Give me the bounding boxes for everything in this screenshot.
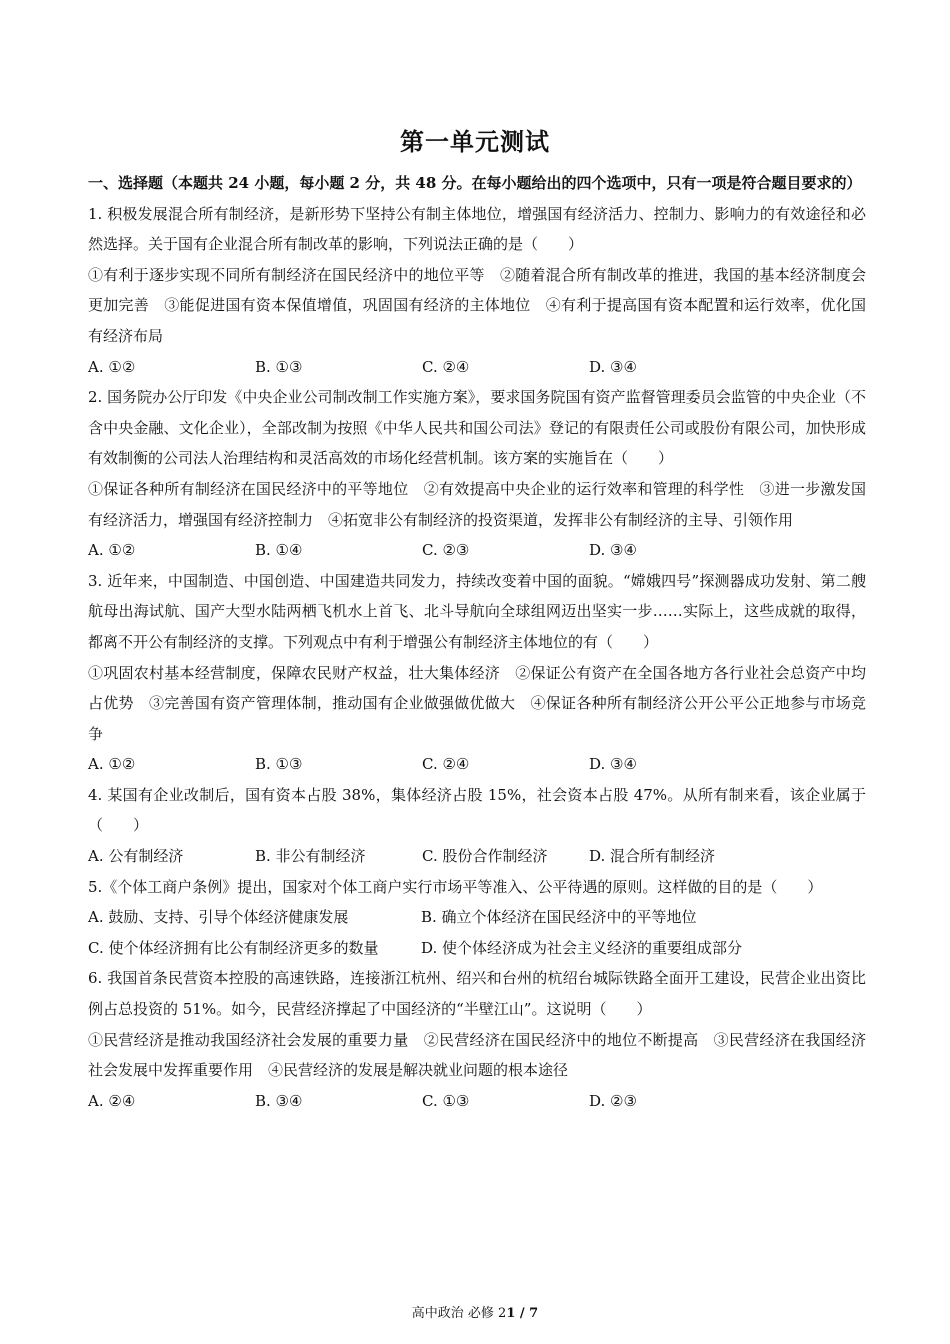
option-a: A. 公有制经济 — [88, 847, 184, 866]
option-d: D. 混合所有制经济 — [589, 847, 716, 866]
option-row — [88, 841, 866, 872]
option-row — [88, 749, 866, 780]
option-a: A. ①② — [88, 755, 136, 774]
question-statements: ①有利于逐步实现不同所有制经济在国民经济中的地位平等 ②随着混合所有制改革的推进，我国的基本经济制度会更加完善 ③能促进国有资本保值增值，巩固国有经济的主体地位 ④有利于提高国有资本配置和运行效率，优化国有经济布局 — [88, 265, 866, 345]
option-b: B. 非公有制经济 — [255, 847, 366, 866]
option-row — [88, 933, 866, 964]
page-content — [88, 168, 866, 1116]
option-c: C. 使个体经济拥有比公有制经济更多的数量 — [88, 938, 379, 957]
option-a: A. ①② — [88, 541, 136, 560]
option-row — [88, 902, 866, 933]
option-c: C. ①③ — [422, 1091, 470, 1110]
page-title: 第一单元测试 — [400, 127, 550, 156]
question-statements: ①巩固农村基本经营制度，保障农民财产权益，壮大集体经济 ②保证公有资产在全国各地方各行业社会总资产中均占优势 ③完善国有资产管理体制，推动国有企业做强做优做大 ④保证各种所有制经济公开公平公正地参与市场竞争 — [88, 663, 866, 743]
question-5 — [88, 872, 866, 964]
option-c: C. 股份合作制经济 — [422, 847, 548, 866]
option-b: B. ①④ — [255, 541, 303, 560]
question-stem: 3. 近年来，中国制造、中国创造、中国建造共同发力，持续改变着中国的面貌。“嫦娥四号”探测器成功发射、第二艘航母出海试航、国产大型水陆两栖飞机水上首飞、北斗导航向全球组网迈出坚实一步……实际上，这些成就的取得，都离不开公有制经济的支撑。下列观点中有利于增强公有制经济主体地位的有（ ） — [88, 571, 866, 651]
option-a: A. 鼓励、支持、引导个体经济健康发展 — [88, 908, 349, 927]
question-stem: 1. 积极发展混合所有制经济，是新形势下坚持公有制主体地位，增强国有经济活力、控制力、影响力的有效途径和必然选择。关于国有企业混合所有制改革的影响，下列说法正确的是（ ） — [88, 204, 866, 254]
option-d: D. ③④ — [589, 357, 637, 376]
option-c: C. ②④ — [422, 755, 470, 774]
question-statements: ①保证各种所有制经济在国民经济中的平等地位 ②有效提高中央企业的运行效率和管理的科学性 ③进一步激发国有经济活力，增强国有经济控制力 ④拓宽非公有制经济的投资渠道，发挥非公有制经济的主导、引领作用 — [88, 479, 866, 529]
question-4 — [88, 780, 866, 872]
question-3 — [88, 566, 866, 780]
question-stem: 2. 国务院办公厅印发《中央企业公司制改制工作实施方案》，要求国务院国有资产监督管理委员会监管的中央企业（不含中央金融、文化企业），全部改制为按照《中华人民共和国公司法》登记的有限责任公司或股份有限公司，加快形成有效制衡的公司法人治理结构和灵活高效的市场化经营机制。该方案的实施旨在（ ） — [88, 388, 866, 468]
question-1 — [88, 199, 866, 383]
option-b: B. ①③ — [255, 755, 303, 774]
option-d: D. ③④ — [589, 541, 637, 560]
option-row — [88, 352, 866, 383]
option-row — [88, 535, 866, 566]
option-c: C. ②③ — [422, 541, 470, 560]
section-header: 一、选择题（本题共 24 小题，每小题 2 分，共 48 分。在每小题给出的四个选项中，只有一项是符合题目要求的） — [88, 174, 862, 192]
page-footer — [0, 1302, 950, 1321]
option-b: B. ①③ — [255, 357, 303, 376]
option-d: D. ②③ — [589, 1091, 637, 1110]
footer-text: 高中政治 必修 2 — [411, 1306, 507, 1321]
question-stem: 4. 某国有企业改制后，国有资本占股 38%，集体经济占股 15%，社会资本占股 47%。从所有制来看，该企业属于（ ） — [88, 785, 866, 835]
option-b: B. 确立个体经济在国民经济中的平等地位 — [421, 908, 697, 927]
option-d: D. ③④ — [589, 755, 637, 774]
question-stem: 6. 我国首条民营资本控股的高速铁路，连接浙江杭州、绍兴和台州的杭绍台城际铁路全面开工建设，民营企业出资比例占总投资的 51%。如今，民营经济撑起了中国经济的“半壁江山”。这说明（ ） — [88, 969, 866, 1019]
option-a: A. ①② — [88, 357, 136, 376]
option-row — [88, 1086, 866, 1117]
question-6 — [88, 963, 866, 1116]
option-c: C. ②④ — [422, 357, 470, 376]
option-b: B. ③④ — [255, 1091, 303, 1110]
option-d: D. 使个体经济成为社会主义经济的重要组成部分 — [421, 938, 743, 957]
question-statements: ①民营经济是推动我国经济社会发展的重要力量 ②民营经济在国民经济中的地位不断提高 ③民营经济在我国经济社会发展中发挥重要作用 ④民营经济的发展是解决就业问题的根本途径 — [88, 1030, 866, 1080]
question-stem: 5.《个体工商户条例》提出，国家对个体工商户实行市场平等准入、公平待遇的原则。这样做的目的是（ ） — [88, 877, 823, 896]
option-a: A. ②④ — [88, 1091, 136, 1110]
page-number: 1 / 7 — [506, 1306, 539, 1321]
question-2 — [88, 382, 866, 566]
